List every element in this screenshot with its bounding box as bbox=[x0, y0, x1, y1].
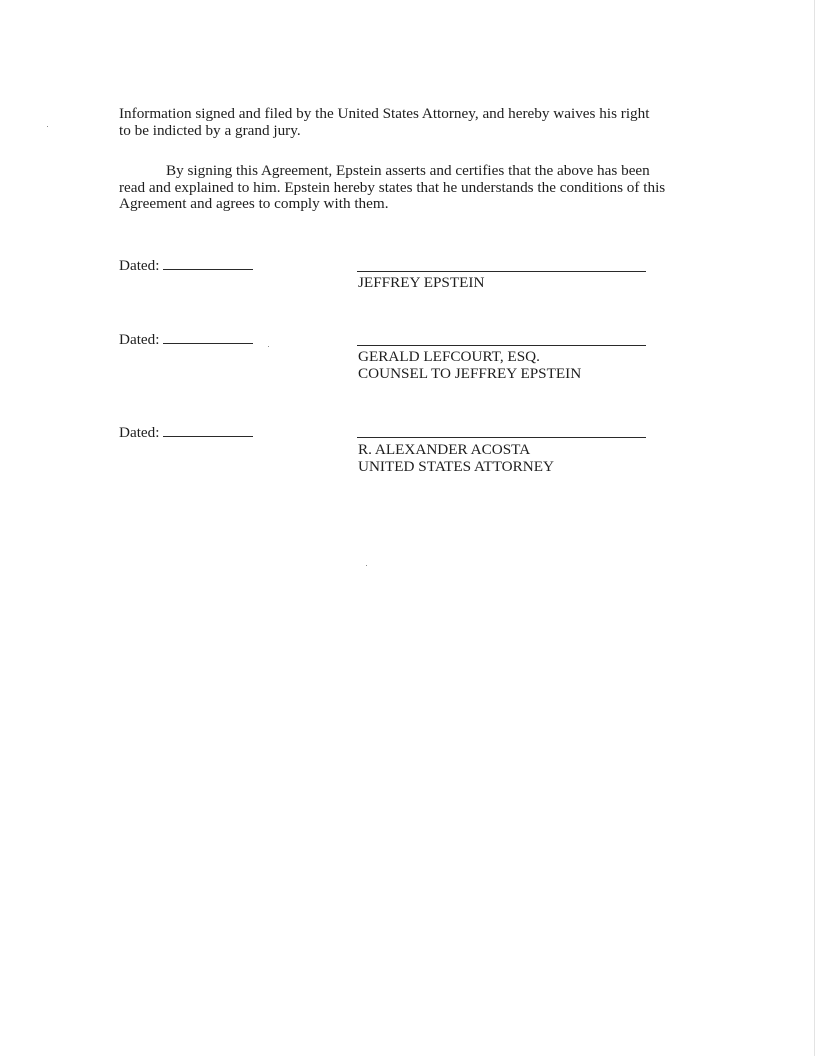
signature-block-lefcourt bbox=[358, 348, 581, 382]
scan-edge bbox=[814, 0, 815, 1056]
signatory-name: GERALD LEFCOURT, ESQ. bbox=[358, 348, 540, 365]
signature-line-lefcourt bbox=[357, 345, 646, 346]
paragraph-line: By signing this Agreement, Epstein asserts and certifies that the above has been bbox=[166, 162, 650, 179]
signature-block-epstein bbox=[358, 274, 484, 291]
signature-block-acosta bbox=[358, 441, 554, 475]
dated-label: Dated: bbox=[119, 331, 160, 348]
signatory-name: JEFFREY EPSTEIN bbox=[358, 274, 485, 291]
dated-label: Dated: bbox=[119, 424, 160, 441]
paragraph-certification bbox=[119, 163, 665, 213]
scan-speck bbox=[268, 346, 269, 347]
paragraph-waiver bbox=[119, 106, 649, 139]
dated-field-lefcourt bbox=[119, 330, 253, 348]
paragraph-line: to be indicted by a grand jury. bbox=[119, 121, 301, 139]
signatory-title: UNITED STATES ATTORNEY bbox=[358, 458, 554, 475]
dated-label: Dated: bbox=[119, 257, 160, 274]
signatory-title: COUNSEL TO JEFFREY EPSTEIN bbox=[358, 365, 582, 382]
scan-speck bbox=[47, 126, 48, 127]
date-blank-line bbox=[163, 423, 253, 437]
dated-field-acosta bbox=[119, 423, 253, 441]
scan-speck bbox=[366, 565, 367, 566]
paragraph-line: Information signed and filed by the United States Attorney, and hereby waives his right bbox=[119, 105, 650, 122]
date-blank-line bbox=[163, 256, 253, 270]
dated-field-epstein bbox=[119, 256, 253, 274]
signature-line-epstein bbox=[357, 271, 646, 272]
paragraph-line: read and explained to him. Epstein hereby states that he understands the conditions of this bbox=[119, 178, 666, 196]
paragraph-line: Agreement and agrees to comply with them. bbox=[119, 195, 389, 212]
signatory-name: R. ALEXANDER ACOSTA bbox=[358, 441, 531, 458]
date-blank-line bbox=[163, 330, 253, 344]
signature-line-acosta bbox=[357, 437, 646, 438]
